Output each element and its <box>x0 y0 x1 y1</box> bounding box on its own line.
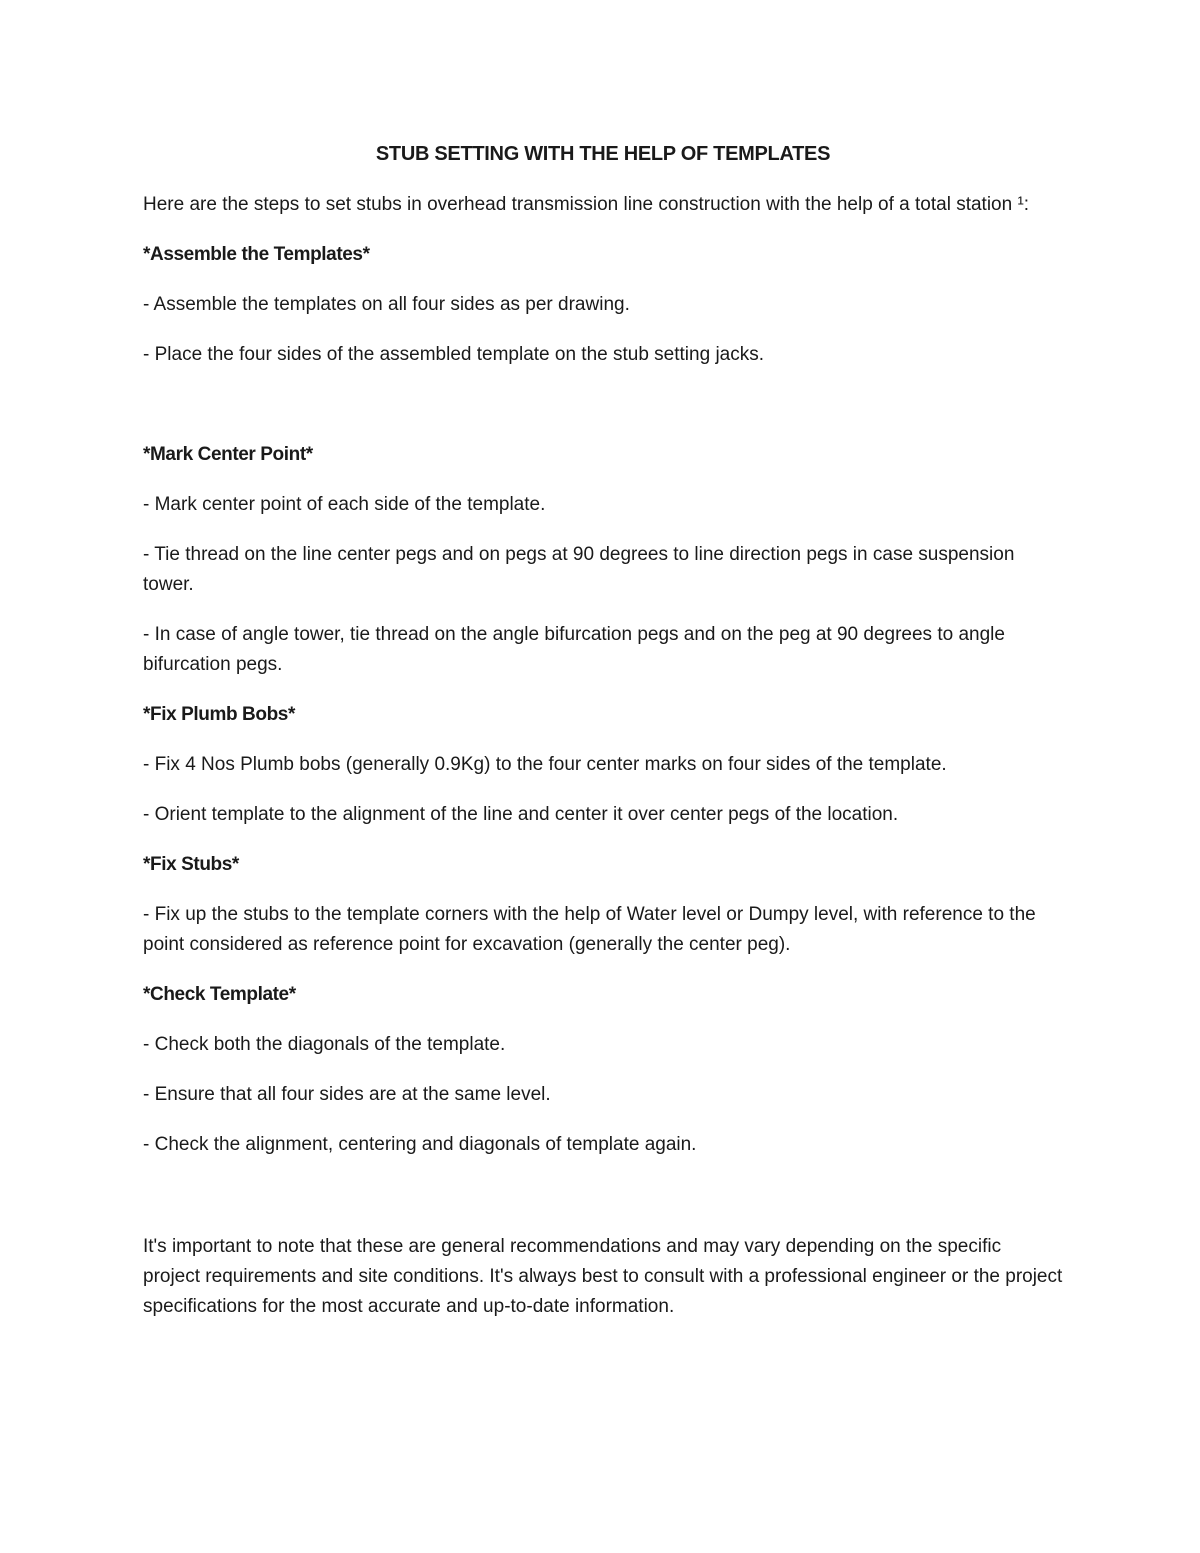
list-item: - Place the four sides of the assembled template on the stub setting jacks. <box>143 344 765 365</box>
list-item: - Check the alignment, centering and diagonals of template again. <box>143 1134 697 1155</box>
list-item: - Orient template to the alignment of the line and center it over center pegs of the location. <box>143 804 899 825</box>
section-heading-check-template: *Check Template* <box>143 984 296 1005</box>
section-heading-assemble: *Assemble the Templates* <box>143 244 370 265</box>
intro-paragraph: Here are the steps to set stubs in overhead transmission line construction with the help of a total station ¹: <box>143 194 1030 215</box>
spacer <box>143 1180 1063 1232</box>
spacer <box>143 390 1063 440</box>
closing-paragraph: It's important to note that these are general recommendations and may vary depending on the specific project requirements and site conditions. It's always best to consult with a professional engineer or the project specifications for the most accurate and up-to-date information. <box>143 1236 1063 1317</box>
section-heading-fix-plumb-bobs: *Fix Plumb Bobs* <box>143 704 295 725</box>
list-item: - Check both the diagonals of the template. <box>143 1034 506 1055</box>
document-content <box>143 143 1063 1322</box>
list-item: - Fix 4 Nos Plumb bobs (generally 0.9Kg) to the four center marks on four sides of the template. <box>143 754 947 775</box>
section-heading-mark-center: *Mark Center Point* <box>143 444 313 465</box>
list-item: - Tie thread on the line center pegs and on pegs at 90 degrees to line direction pegs in case suspension tower. <box>143 544 1015 595</box>
list-item: - Fix up the stubs to the template corners with the help of Water level or Dumpy level, with reference to the point considered as reference point for excavation (generally the center peg). <box>143 904 1036 955</box>
document-title: STUB SETTING WITH THE HELP OF TEMPLATES <box>375 143 831 165</box>
section-heading-fix-stubs: *Fix Stubs* <box>143 854 239 875</box>
list-item: - Mark center point of each side of the template. <box>143 494 546 515</box>
list-item: - Assemble the templates on all four sides as per drawing. <box>143 294 630 315</box>
list-item: - In case of angle tower, tie thread on the angle bifurcation pegs and on the peg at 90 degrees to angle bifurcation pegs. <box>143 624 1005 675</box>
list-item: - Ensure that all four sides are at the same level. <box>143 1084 551 1105</box>
